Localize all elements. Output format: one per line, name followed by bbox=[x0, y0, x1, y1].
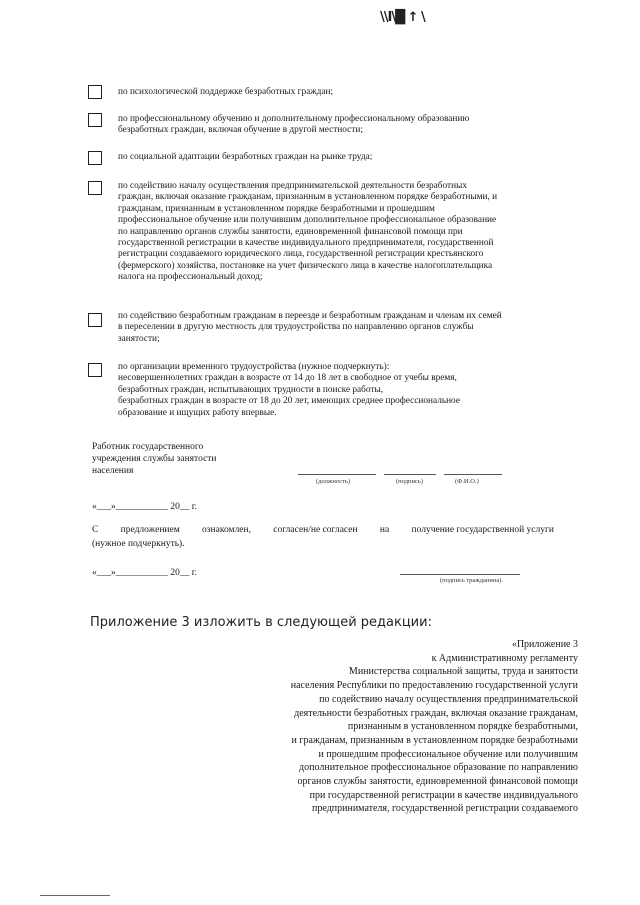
signature-line[interactable] bbox=[384, 474, 436, 475]
option-line: безработных граждан, испытывающих трудности в поиске работы, bbox=[118, 384, 384, 395]
appendix-line: населения Республики по предоставлению государственной услуги bbox=[290, 680, 578, 692]
appendix-line: при государственной регистрации в качестве индивидуального bbox=[309, 789, 578, 801]
checkbox-entrepreneurship[interactable] bbox=[88, 181, 102, 195]
worker-label bbox=[92, 441, 217, 477]
appendix-line: предпринимателя, государственной регистрации создаваемого bbox=[312, 803, 578, 815]
appendix-line: по содействию началу осуществления предпринимательской bbox=[319, 693, 578, 705]
appendix-line: Министерства социальной защиты, труда и занятости bbox=[348, 666, 578, 678]
option-line: профессиональное обучение или получившим дополнительное профессиональное образование bbox=[118, 215, 497, 226]
appendix-line: «Приложение 3 bbox=[511, 639, 578, 650]
consent-line bbox=[92, 524, 554, 536]
option-line: образование и ищущих работу впервые. bbox=[118, 407, 277, 418]
consent-word: С bbox=[92, 525, 99, 535]
option-line: государственной регистрации в качестве индивидуального предпринимателя, государственной bbox=[118, 238, 494, 249]
option-line: занятости; bbox=[118, 333, 160, 344]
consent-agree-choice[interactable]: согласен/не согласен bbox=[273, 525, 358, 535]
consent-word: на bbox=[379, 525, 390, 535]
appendix-header bbox=[178, 638, 578, 816]
date-line-worker[interactable]: «___»___________ 20__ г. bbox=[92, 502, 197, 512]
appendix-line: к Административному регламенту bbox=[431, 652, 578, 664]
option-relocation bbox=[118, 311, 568, 345]
worker-label-line: учреждения службы занятости bbox=[92, 454, 217, 464]
option-social-adaptation bbox=[118, 152, 568, 163]
position-hint: (должность) bbox=[316, 478, 351, 485]
consent-word: ознакомлен, bbox=[202, 525, 251, 535]
option-line: (фермерского) хозяйства, постановке на учет физического лица в качестве налогоплательщика bbox=[118, 260, 493, 271]
checkbox-social-adaptation[interactable] bbox=[88, 151, 102, 165]
option-line: по организации временного трудоустройства (нужное подчеркнуть): bbox=[118, 362, 390, 372]
worker-label-line: Работник государственного bbox=[92, 442, 204, 452]
fio-signature-line[interactable] bbox=[444, 474, 502, 475]
amendment-heading: Приложение 3 изложить в следующей редакции: bbox=[90, 615, 432, 630]
option-entrepreneurship bbox=[118, 181, 568, 284]
option-line: регистрации создаваемого юридического лица, государственной регистрации крестьянского bbox=[118, 249, 484, 260]
option-line: гражданам, признанным в установленном порядке безработными и прошедшим bbox=[118, 203, 435, 214]
citizen-signature-hint: (подпись гражданина). bbox=[440, 577, 504, 584]
checkbox-relocation[interactable] bbox=[88, 313, 102, 327]
date-line-citizen[interactable]: «___»___________ 20__ г. bbox=[92, 568, 197, 578]
position-signature-line[interactable] bbox=[298, 474, 376, 475]
option-line: налога на профессиональный доход; bbox=[118, 272, 263, 283]
consent-note: (нужное подчеркнуть). bbox=[92, 539, 185, 549]
checkbox-temporary-employment[interactable] bbox=[88, 363, 102, 377]
option-line: несовершеннолетних граждан в возрасте от 14 до 18 лет в свободное от учебы время, bbox=[118, 373, 457, 384]
citizen-signature-line[interactable] bbox=[400, 574, 520, 575]
consent-word: предложением bbox=[120, 525, 180, 535]
option-line: безработных граждан, включая обучение в другой местности; bbox=[118, 125, 363, 136]
appendix-line: дополнительное профессиональное образование по направлению bbox=[299, 762, 578, 774]
option-line: по содействию началу осуществления предпринимательской деятельности безработных bbox=[118, 181, 467, 191]
option-temporary-employment bbox=[118, 362, 568, 419]
option-line: в переселении в другую местность для трудоустройства по направлению органов службы bbox=[118, 322, 474, 333]
appendix-line: деятельности безработных граждан, включая оказание гражданам, bbox=[294, 707, 578, 719]
footnote-divider bbox=[40, 895, 110, 896]
option-professional-training bbox=[118, 114, 568, 137]
signature-hint: (подпись) bbox=[396, 478, 423, 485]
option-psychological-support bbox=[118, 87, 568, 98]
option-line: по профессиональному обучению и дополнительному профессиональному образованию bbox=[118, 114, 470, 124]
document-header-mark: \\I\█ ↑ \ bbox=[380, 10, 425, 25]
option-line: по содействию безработным гражданам в переезде и безработным гражданам и членам их семей bbox=[118, 311, 502, 321]
fio-hint: (Ф.И.О.) bbox=[455, 478, 479, 485]
appendix-line: и прошедшим профессиональное обучение или получившим bbox=[318, 748, 578, 760]
consent-word: получение государственной услуги bbox=[411, 525, 554, 535]
option-line: по психологической поддержке безработных граждан; bbox=[118, 87, 334, 97]
option-line: по социальной адаптации безработных граждан на рынке труда; bbox=[118, 152, 373, 162]
appendix-line: признанным в установленном порядке безработными, bbox=[347, 721, 578, 733]
appendix-line: органов службы занятости, единовременной финансовой помощи bbox=[297, 776, 578, 788]
checkbox-psychological-support[interactable] bbox=[88, 85, 102, 99]
option-line: безработных граждан в возрасте от 18 до 20 лет, имеющих среднее профессиональное bbox=[118, 396, 460, 407]
option-line: по направлению органов службы занятости, единовременной финансовой помощи при bbox=[118, 226, 463, 237]
appendix-line: и гражданам, признанным в установленном порядке безработными bbox=[291, 734, 578, 746]
option-line: граждан, включая оказание гражданам, признанным в установленном порядке безработными, и bbox=[118, 192, 498, 203]
checkbox-professional-training[interactable] bbox=[88, 113, 102, 127]
worker-label-line: населения bbox=[92, 466, 134, 476]
